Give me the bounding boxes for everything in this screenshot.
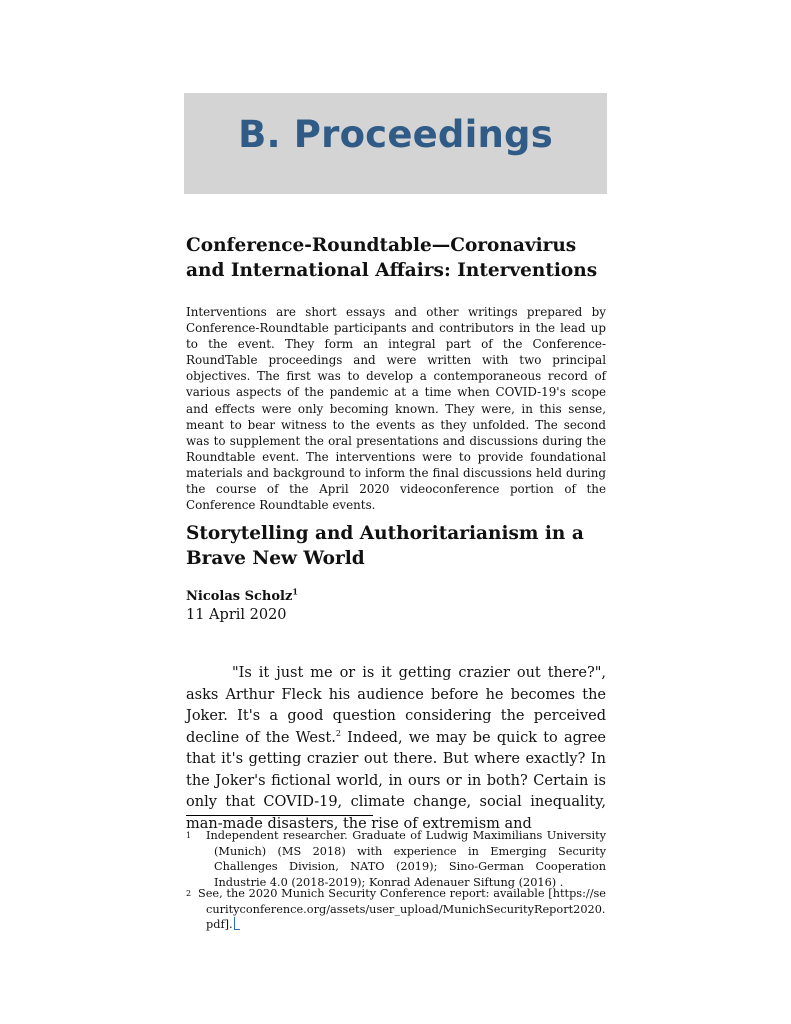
banner-title: B. Proceedings xyxy=(238,113,553,156)
author-name-text: Nicolas Scholz xyxy=(186,589,293,604)
author-name xyxy=(186,586,298,604)
body-text-part2: Indeed, we may be quick to agree that it's getting crazier out there. But where exactly? In the Joker's fictional world, in ours or in both? Certain is only that COVID-19, climate change, social inequality, man-made disasters, the rise of extremism and xyxy=(186,729,606,832)
article-date: 11 April 2020 xyxy=(186,607,287,623)
footnote-2-body: See, the 2020 Munich Security Conference report: available [https://securityconference.org/assets/user_upload/MunichSecurityReport2020.pdf]. xyxy=(198,887,606,931)
body-paragraph xyxy=(186,663,606,835)
footnote-2-text xyxy=(198,886,606,933)
footnote-ref-1[interactable]: 1 xyxy=(292,586,298,597)
section-banner xyxy=(184,93,607,194)
footnote-ref-2[interactable]: 2 xyxy=(335,728,341,738)
section-heading: Conference-Roundtable—Coronavirus and International Affairs: Interventions xyxy=(186,235,598,281)
footnote-2 xyxy=(186,886,606,933)
footnote-1-mark: 1 xyxy=(186,831,192,840)
footnote-1 xyxy=(186,828,606,890)
footnote-divider xyxy=(186,815,373,816)
footnote-1-text: Independent researcher. Graduate of Ludwig Maximilians University (Munich) (MS 2018) with experience in Emerging Security Challenges Division, NATO (2019); Sino-German Cooperation Industrie 4.0 (2018-2019); Konrad Adenauer Siftung (2016) . xyxy=(206,829,606,889)
body-text-part1: "Is it just me or is it getting crazier out there?", asks Arthur Fleck his audience before he becomes the Joker. It's a good question considering the perceived decline of the West. xyxy=(186,665,606,746)
footnote-2-mark: 2 xyxy=(186,889,192,898)
link-anchor-icon[interactable] xyxy=(234,917,240,930)
intro-paragraph: Interventions are short essays and other writings prepared by Conference-Roundtable participants and contributors in the lead up to the event. They form an integral part of the Conference-RoundTable proceedings and were written with two principal objectives. The first was to develop a contemporaneous record of various aspects of the pandemic at a time when COVID-19's scope and effects were only becoming known. They were, in this sense, meant to bear witness to the events as they unfolded. The second was to supplement the oral presentations and discussions during the Roundtable event. The interventions were to provide foundational materials and background to inform the final discussions held during the course of the April 2020 videoconference portion of the Conference Roundtable events. xyxy=(186,305,606,513)
article-body xyxy=(186,663,606,835)
article-title: Storytelling and Authoritarianism in a Brave New World xyxy=(186,523,584,569)
